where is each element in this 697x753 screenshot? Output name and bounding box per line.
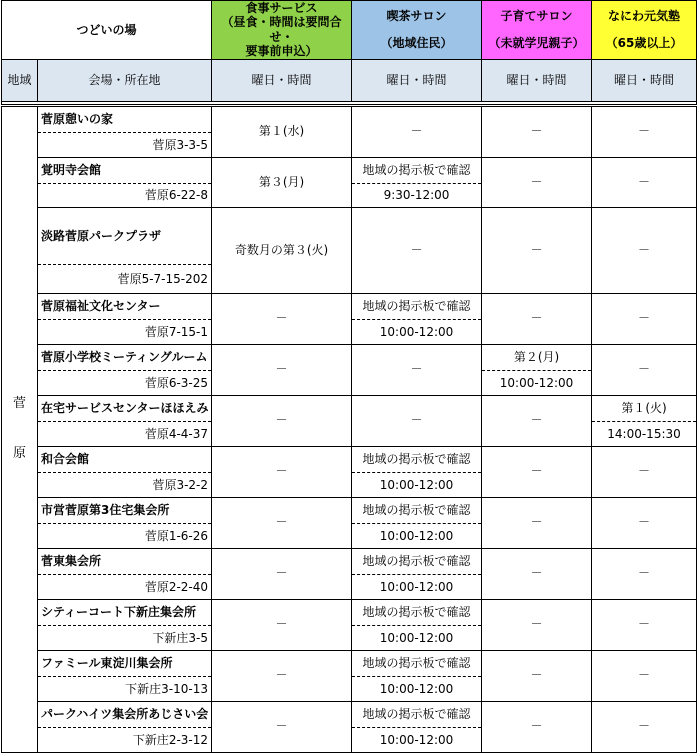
table-row bbox=[2, 650, 697, 701]
kids-salon-cell-value: － bbox=[530, 515, 543, 530]
venue-name: 菅原憩いの家 bbox=[41, 111, 114, 126]
venue-name: シティーコート下新庄集会所 bbox=[41, 604, 197, 619]
meal-service-cell bbox=[212, 650, 352, 701]
venue-name: 市営菅原第3住宅集会所 bbox=[41, 502, 170, 517]
meal-service-value: 第３(月) bbox=[258, 174, 305, 189]
table-row bbox=[2, 344, 697, 395]
cafe-salon-cell bbox=[352, 650, 482, 701]
meal-service-value: － bbox=[275, 311, 288, 326]
kids-salon-cell-day: 第２(月) bbox=[482, 345, 591, 371]
cafe-salon-cell-time: 10:00-12:00 bbox=[379, 528, 454, 543]
header-row-categories bbox=[2, 1, 697, 60]
cafe-salon-cell bbox=[352, 446, 482, 497]
kids-salon-cell-value: － bbox=[530, 668, 543, 683]
header-row-labels bbox=[2, 59, 697, 101]
kids-salon-cell bbox=[482, 446, 592, 497]
genki-juku-cell bbox=[592, 207, 697, 293]
meal-service-cell bbox=[212, 395, 352, 446]
table-row bbox=[2, 207, 697, 293]
kids-salon-cell bbox=[482, 293, 592, 344]
genki-juku-cell bbox=[592, 105, 697, 157]
venue-address: 菅原7-15-1 bbox=[38, 319, 211, 344]
cafe-salon-cell-value: － bbox=[410, 242, 423, 257]
genki-juku-cell bbox=[592, 293, 697, 344]
cafe-salon-cell-time: 10:00-12:00 bbox=[379, 681, 454, 696]
genki-juku-cell-time: 14:00-15:30 bbox=[607, 426, 681, 441]
meal-service-header: 食事サービス （昼食・時間は要問合せ・ 要事前申込） bbox=[212, 1, 352, 60]
venue-address: 下新庄2-3-12 bbox=[38, 727, 211, 752]
genki-juku-cell-value: － bbox=[638, 617, 651, 632]
meal-service-cell bbox=[212, 599, 352, 650]
meal-service-cell bbox=[212, 293, 352, 344]
kids-salon-cell-value: － bbox=[530, 174, 543, 189]
venue-cell bbox=[38, 344, 212, 395]
cafe-salon-cell-day: 地域の掲示板で確認 bbox=[352, 294, 481, 320]
venue-cell bbox=[38, 497, 212, 548]
genki-juku-cell-value: － bbox=[638, 566, 651, 581]
venue-address: 菅原4-4-37 bbox=[38, 421, 211, 446]
table-row bbox=[2, 105, 697, 157]
meal-service-value: － bbox=[275, 719, 288, 734]
venue-name: パークハイツ集会所あじさい会 bbox=[41, 706, 209, 721]
genki-juku-cell bbox=[592, 497, 697, 548]
cafe-salon-cell-value: － bbox=[410, 413, 423, 428]
table-row bbox=[2, 701, 697, 752]
kids-salon-cell-value: － bbox=[530, 413, 543, 428]
meal-service-cell bbox=[212, 207, 352, 293]
table-row bbox=[2, 395, 697, 446]
cafe-salon-cell bbox=[352, 105, 482, 157]
table-row bbox=[2, 497, 697, 548]
venue-address: 菅原2-2-40 bbox=[38, 574, 211, 599]
genki-juku-cell-day: 第１(火) bbox=[592, 396, 696, 422]
kids-salon-cell-value: － bbox=[530, 464, 543, 479]
meal-service-value: － bbox=[275, 668, 288, 683]
genki-juku-cell-value: － bbox=[638, 464, 651, 479]
kids-salon-cell-value: － bbox=[530, 566, 543, 581]
genki-juku-cell-value: － bbox=[638, 242, 651, 257]
table-row bbox=[2, 548, 697, 599]
meal-service-cell bbox=[212, 548, 352, 599]
kids-salon-cell bbox=[482, 395, 592, 446]
cafe-salon-cell bbox=[352, 497, 482, 548]
meal-service-cell bbox=[212, 105, 352, 157]
venue-cell bbox=[38, 105, 212, 157]
meal-time-label: 曜日・時間 bbox=[212, 59, 352, 101]
kids-salon-cell-value: － bbox=[530, 617, 543, 632]
venue-name: 菅東集会所 bbox=[41, 553, 102, 568]
meal-service-value: － bbox=[275, 617, 288, 632]
cafe-salon-header: 喫茶サロン （地域住民） bbox=[352, 1, 482, 60]
schedule-table bbox=[1, 0, 697, 753]
kids-salon-header: 子育てサロン （未就学児親子） bbox=[482, 1, 592, 60]
cafe-salon-cell-day: 地域の掲示板で確認 bbox=[352, 158, 481, 184]
kids-time-label: 曜日・時間 bbox=[482, 59, 592, 101]
venue-cell bbox=[38, 650, 212, 701]
kids-salon-cell-time: 10:00-12:00 bbox=[499, 375, 574, 390]
cafe-salon-cell bbox=[352, 157, 482, 207]
venue-cell bbox=[38, 157, 212, 207]
cafe-salon-cell-value: － bbox=[410, 124, 423, 139]
venue-address: 菅原1-6-26 bbox=[38, 523, 211, 548]
genki-juku-cell-value: － bbox=[638, 668, 651, 683]
cafe-salon-cell-day: 地域の掲示板で確認 bbox=[352, 651, 481, 677]
cafe-salon-cell bbox=[352, 395, 482, 446]
genki-juku-cell bbox=[592, 344, 697, 395]
meal-service-value: － bbox=[275, 362, 288, 377]
place-header: つどいの場 bbox=[2, 1, 212, 60]
venue-cell bbox=[38, 446, 212, 497]
cafe-salon-cell bbox=[352, 293, 482, 344]
meal-service-value: － bbox=[275, 566, 288, 581]
cafe-salon-cell bbox=[352, 207, 482, 293]
genki-juku-cell bbox=[592, 650, 697, 701]
region-label: 地域 bbox=[2, 59, 38, 101]
cafe-salon-cell-value: － bbox=[410, 362, 423, 377]
venue-cell bbox=[38, 701, 212, 752]
cafe-salon-cell-time: 10:00-12:00 bbox=[379, 324, 454, 339]
cafe-salon-cell-day: 地域の掲示板で確認 bbox=[352, 549, 481, 575]
region-char: 原 bbox=[12, 446, 26, 462]
genki-juku-cell bbox=[592, 446, 697, 497]
kids-salon-cell-value: － bbox=[530, 719, 543, 734]
venue-address: 下新庄3-10-13 bbox=[38, 676, 211, 701]
venue-cell bbox=[38, 207, 212, 293]
cafe-salon-cell-day: 地域の掲示板で確認 bbox=[352, 702, 481, 728]
kids-salon-cell bbox=[482, 157, 592, 207]
cafe-salon-cell-time: 10:00-12:00 bbox=[379, 732, 454, 747]
venue-label: 会場・所在地 bbox=[38, 59, 212, 101]
venue-address: 下新庄3-5 bbox=[38, 625, 211, 650]
venue-name: 在宅サービスセンターほほえみ bbox=[41, 400, 209, 415]
cafe-salon-cell-time: 10:00-12:00 bbox=[379, 477, 454, 492]
venue-address: 菅原6-3-25 bbox=[38, 370, 211, 395]
kids-salon-cell bbox=[482, 650, 592, 701]
cafe-salon-cell-day: 地域の掲示板で確認 bbox=[352, 600, 481, 626]
kids-salon-cell bbox=[482, 497, 592, 548]
meal-service-value: － bbox=[275, 413, 288, 428]
meal-service-cell bbox=[212, 497, 352, 548]
table-row bbox=[2, 446, 697, 497]
genki-juku-cell-value: － bbox=[638, 174, 651, 189]
meal-service-value: 第１(水) bbox=[258, 124, 305, 139]
venue-cell bbox=[38, 599, 212, 650]
cafe-salon-cell-day: 地域の掲示板で確認 bbox=[352, 447, 481, 473]
genki-juku-cell bbox=[592, 701, 697, 752]
cafe-salon-cell-day: 地域の掲示板で確認 bbox=[352, 498, 481, 524]
venue-address: 菅原3-2-2 bbox=[38, 472, 211, 497]
cafe-salon-cell-time: 9:30-12:00 bbox=[383, 187, 450, 202]
kids-salon-cell-value: － bbox=[530, 311, 543, 326]
genki-juku-cell bbox=[592, 599, 697, 650]
meal-service-value: 奇数月の第３(火) bbox=[234, 242, 329, 257]
venue-name: 覚明寺会館 bbox=[41, 162, 102, 177]
kids-salon-cell bbox=[482, 701, 592, 752]
genki-juku-cell-value: － bbox=[638, 124, 651, 139]
kids-salon-cell bbox=[482, 105, 592, 157]
meal-service-value: － bbox=[275, 464, 288, 479]
venue-cell bbox=[38, 395, 212, 446]
venue-name: 和合会館 bbox=[41, 451, 90, 466]
venue-name: 淡路菅原パークプラザ bbox=[41, 228, 162, 243]
table-row bbox=[2, 157, 697, 207]
venue-address: 菅原5-7-15-202 bbox=[38, 264, 211, 293]
cafe-salon-cell-time: 10:00-12:00 bbox=[379, 579, 454, 594]
cafe-salon-cell bbox=[352, 548, 482, 599]
region-cell bbox=[2, 105, 38, 752]
genki-juku-cell bbox=[592, 395, 697, 446]
cafe-salon-cell bbox=[352, 701, 482, 752]
venue-name: ファミール東淀川集会所 bbox=[41, 655, 173, 670]
genki-juku-header: なにわ元気塾 （65歳以上） bbox=[592, 1, 697, 60]
genki-juku-cell-value: － bbox=[638, 311, 651, 326]
table-row bbox=[2, 293, 697, 344]
kids-salon-cell bbox=[482, 207, 592, 293]
region-char: 菅 bbox=[12, 396, 26, 412]
genki-juku-cell bbox=[592, 157, 697, 207]
meal-service-cell bbox=[212, 701, 352, 752]
cafe-time-label: 曜日・時間 bbox=[352, 59, 482, 101]
kids-salon-cell-value: － bbox=[530, 124, 543, 139]
venue-name: 菅原小学校ミーティングルーム bbox=[41, 349, 208, 364]
venue-cell bbox=[38, 548, 212, 599]
table-row bbox=[2, 599, 697, 650]
meal-service-cell bbox=[212, 446, 352, 497]
kids-salon-cell bbox=[482, 344, 592, 395]
cafe-salon-cell bbox=[352, 344, 482, 395]
meal-service-value: － bbox=[275, 515, 288, 530]
venue-address: 菅原6-22-8 bbox=[38, 183, 211, 207]
kids-salon-cell bbox=[482, 599, 592, 650]
genki-juku-cell-value: － bbox=[638, 362, 651, 377]
kids-salon-cell-value: － bbox=[530, 242, 543, 257]
cafe-salon-cell-time: 10:00-12:00 bbox=[379, 630, 454, 645]
kids-salon-cell bbox=[482, 548, 592, 599]
genki-time-label: 曜日・時間 bbox=[592, 59, 697, 101]
meal-service-cell bbox=[212, 157, 352, 207]
venue-address: 菅原3-3-5 bbox=[38, 132, 211, 157]
meal-service-cell bbox=[212, 344, 352, 395]
genki-juku-cell-value: － bbox=[638, 515, 651, 530]
cafe-salon-cell bbox=[352, 599, 482, 650]
venue-name: 菅原福祉文化センター bbox=[41, 298, 161, 313]
venue-cell bbox=[38, 293, 212, 344]
genki-juku-cell-value: － bbox=[638, 719, 651, 734]
genki-juku-cell bbox=[592, 548, 697, 599]
